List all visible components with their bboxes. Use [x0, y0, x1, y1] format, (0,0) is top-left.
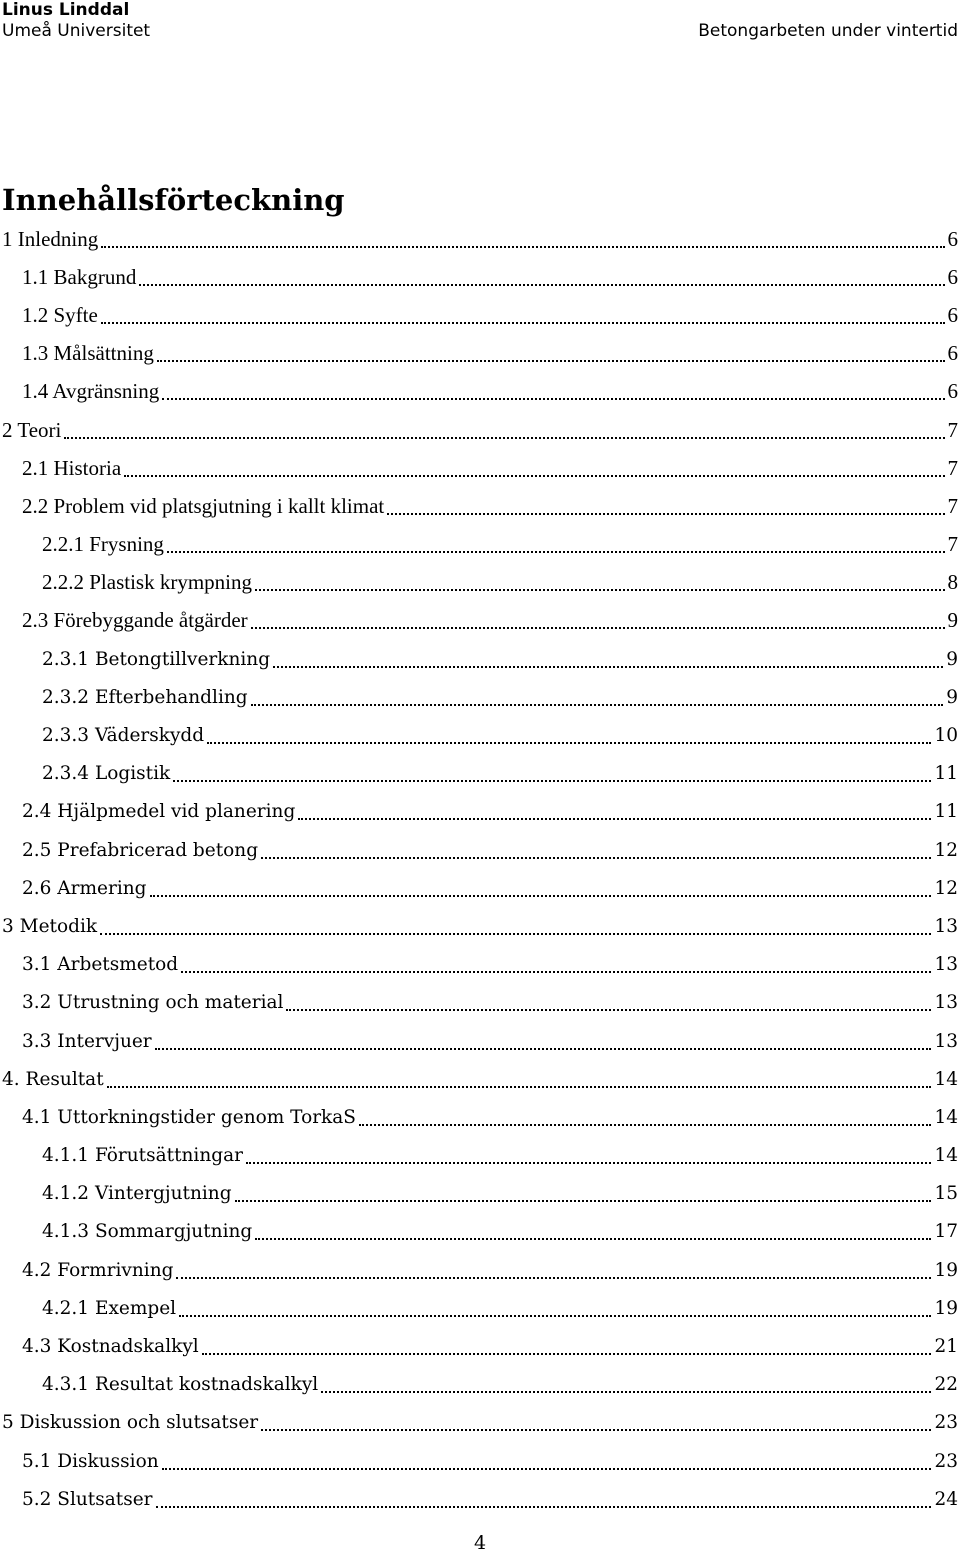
- toc-dot-leader: [173, 779, 931, 782]
- toc-dot-leader: [255, 588, 944, 591]
- toc-entry-title: 5.1 Diskussion: [22, 1450, 159, 1472]
- toc-dot-leader: [202, 1352, 932, 1355]
- toc-entry-title: 1.2 Syfte: [22, 302, 98, 327]
- toc-entry-page: 13: [934, 954, 958, 976]
- toc-entry-title: 3.1 Arbetsmetod: [22, 954, 179, 976]
- toc-entry-page: 23: [934, 1412, 958, 1434]
- toc-dot-leader: [124, 474, 944, 477]
- toc-entry-page: 19: [934, 1297, 958, 1319]
- toc-dot-leader: [235, 1199, 932, 1202]
- toc-entry-title: 2.1 Historia: [22, 455, 122, 480]
- toc-dot-leader: [286, 1008, 931, 1011]
- toc-entry-title: 2.5 Prefabricerad betong: [22, 839, 259, 861]
- toc-entry-title: 1 Inledning: [2, 226, 99, 251]
- toc-entry[interactable]: [0, 678, 958, 716]
- toc-entry-page: 14: [934, 1145, 958, 1167]
- toc-entry[interactable]: [0, 869, 958, 907]
- toc-dot-leader: [155, 1047, 932, 1050]
- toc-dot-leader: [261, 856, 931, 859]
- toc-dot-leader: [298, 817, 931, 820]
- toc-entry-page: 10: [934, 725, 958, 747]
- toc-entry-page: 14: [934, 1106, 958, 1128]
- toc-entry-title: 2.3.1 Betongtillverkning: [42, 648, 271, 670]
- toc-entry-title: 2 Teori: [2, 417, 62, 442]
- toc-entry[interactable]: [0, 984, 958, 1022]
- toc-dot-leader: [359, 1123, 931, 1126]
- toc-entry-title: 3 Metodik: [2, 915, 98, 937]
- toc-entry[interactable]: [0, 411, 958, 449]
- toc-entry-page: 15: [934, 1183, 958, 1205]
- toc-entry-title: 5 Diskussion och slutsatser: [2, 1412, 259, 1434]
- toc-dot-leader: [179, 1314, 931, 1317]
- toc-entry[interactable]: [0, 1404, 958, 1442]
- toc-entry-title: 4.3.1 Resultat kostnadskalkyl: [42, 1374, 319, 1396]
- toc-entry-title: 2.3 Förebyggande åtgärder: [22, 608, 248, 633]
- toc-entry[interactable]: [0, 1366, 958, 1404]
- toc-dot-leader: [246, 1161, 931, 1164]
- toc-entry[interactable]: [0, 640, 958, 678]
- toc-entry-title: 4.1.2 Vintergjutning: [42, 1183, 232, 1205]
- toc-entry-title: 1.4 Avgränsning: [22, 379, 160, 404]
- toc-dot-leader: [157, 359, 945, 362]
- toc-entry-title: 4.1.1 Förutsättningar: [42, 1145, 243, 1167]
- toc-entry-page: 6: [947, 302, 958, 327]
- toc-entry-title: 4.2.1 Exempel: [42, 1297, 177, 1319]
- toc-entry[interactable]: [0, 1442, 958, 1480]
- toc-entry-title: 2.6 Armering: [22, 877, 147, 899]
- toc-entry-title: 4.3 Kostnadskalkyl: [22, 1336, 199, 1358]
- toc-entry[interactable]: [0, 1251, 958, 1289]
- toc-entry-title: 3.3 Intervjuer: [22, 1030, 152, 1052]
- toc-entry-page: 9: [947, 608, 958, 633]
- toc-entry-title: 2.4 Hjälpmedel vid planering: [22, 801, 296, 823]
- toc-entry-title: 4.2 Formrivning: [22, 1259, 174, 1281]
- toc-heading: Innehållsförteckning: [2, 183, 345, 217]
- toc-entry-title: 2.2 Problem vid platsgjutning i kallt klimat: [22, 493, 385, 518]
- toc-entry[interactable]: [0, 793, 958, 831]
- toc-entry[interactable]: [0, 564, 958, 602]
- toc-entry-title: 2.3.4 Logistik: [42, 763, 171, 785]
- header-university: Umeå Universitet: [2, 21, 151, 41]
- toc-entry[interactable]: [0, 1137, 958, 1175]
- toc-entry[interactable]: [0, 716, 958, 754]
- toc-entry-page: 22: [934, 1374, 958, 1396]
- toc-entry-page: 14: [934, 1068, 958, 1090]
- toc-entry[interactable]: [0, 1175, 958, 1213]
- toc-entry[interactable]: [0, 449, 958, 487]
- toc-dot-leader: [207, 741, 931, 744]
- toc-entry-title: 4.1 Uttorkningstider genom TorkaS: [22, 1106, 356, 1128]
- toc-entry[interactable]: [0, 335, 958, 373]
- toc-dot-leader: [251, 703, 944, 706]
- toc-entry-page: 12: [934, 839, 958, 861]
- toc-entry-page: 6: [947, 379, 958, 404]
- toc-entry[interactable]: [0, 373, 958, 411]
- toc-entry[interactable]: [0, 220, 958, 258]
- toc-entry[interactable]: [0, 946, 958, 984]
- toc-dot-leader: [162, 1467, 932, 1470]
- toc-entry-page: 13: [934, 1030, 958, 1052]
- toc-entry-page: 13: [934, 992, 958, 1014]
- toc-dot-leader: [321, 1390, 931, 1393]
- toc-dot-leader: [255, 1237, 931, 1240]
- toc-dot-leader: [139, 283, 944, 286]
- toc-dot-leader: [101, 245, 944, 248]
- toc-entry[interactable]: [0, 296, 958, 334]
- toc-entry-title: 4.1.3 Sommargjutning: [42, 1221, 253, 1243]
- toc-dot-leader: [64, 436, 944, 439]
- toc-entry-page: 17: [934, 1221, 958, 1243]
- toc-entry-page: 7: [947, 493, 958, 518]
- toc-entry-title: 5.2 Slutsatser: [22, 1488, 153, 1510]
- toc-entry-page: 11: [934, 763, 958, 785]
- toc-entry-page: 12: [934, 877, 958, 899]
- toc-dot-leader: [167, 550, 945, 553]
- toc-entry-title: 1.3 Målsättning: [22, 341, 154, 366]
- toc-entry-page: 7: [947, 455, 958, 480]
- toc-entry[interactable]: [0, 1213, 958, 1251]
- toc-dot-leader: [251, 626, 945, 629]
- toc-entry[interactable]: [0, 1289, 958, 1327]
- toc-dot-leader: [107, 1085, 932, 1088]
- toc-dot-leader: [176, 1276, 931, 1279]
- toc-dot-leader: [150, 894, 932, 897]
- toc-entry-title: 3.2 Utrustning och material: [22, 992, 284, 1014]
- toc-entry[interactable]: [0, 1060, 958, 1098]
- toc-entry[interactable]: [0, 602, 958, 640]
- toc-entry[interactable]: [0, 258, 958, 296]
- toc-entry[interactable]: [0, 487, 958, 525]
- toc-entry[interactable]: [0, 526, 958, 564]
- toc-entry-page: 13: [934, 915, 958, 937]
- toc-dot-leader: [181, 970, 931, 973]
- toc-entry-title: 2.2.1 Frysning: [42, 532, 164, 557]
- toc-entry-page: 6: [947, 226, 958, 251]
- toc-entry-title: 2.3.3 Väderskydd: [42, 725, 205, 747]
- toc-entry[interactable]: [0, 907, 958, 945]
- toc-entry-page: 9: [946, 648, 958, 670]
- toc-dot-leader: [261, 1428, 931, 1431]
- toc-entry-title: 1.1 Bakgrund: [22, 264, 137, 289]
- toc-entry-page: 7: [947, 417, 958, 442]
- toc-entry[interactable]: [0, 1098, 958, 1136]
- toc-entry[interactable]: [0, 1480, 958, 1518]
- toc-entry[interactable]: [0, 1327, 958, 1365]
- toc-entry-page: 8: [947, 570, 958, 595]
- toc-entry-page: 7: [947, 532, 958, 557]
- toc-dot-leader: [101, 321, 945, 324]
- toc-entry[interactable]: [0, 831, 958, 869]
- toc-entry-page: 6: [947, 341, 958, 366]
- toc-dot-leader: [162, 397, 944, 400]
- toc-entry-title: 2.3.2 Efterbehandling: [42, 686, 248, 708]
- toc-entry-page: 9: [946, 686, 958, 708]
- header-author: Linus Linddal: [2, 0, 130, 20]
- toc-dot-leader: [156, 1505, 932, 1508]
- toc-entry[interactable]: [0, 1022, 958, 1060]
- table-of-contents: [0, 220, 958, 1518]
- header-document-title: Betongarbeten under vintertid: [698, 21, 958, 41]
- toc-entry-page: 24: [934, 1488, 958, 1510]
- toc-entry-title: 2.2.2 Plastisk krympning: [42, 570, 253, 595]
- toc-entry-page: 6: [947, 264, 958, 289]
- page-header: [0, 0, 960, 44]
- toc-entry[interactable]: [0, 755, 958, 793]
- toc-entry-page: 21: [934, 1336, 958, 1358]
- toc-entry-page: 11: [934, 801, 958, 823]
- toc-entry-page: 19: [934, 1259, 958, 1281]
- toc-entry-page: 23: [934, 1450, 958, 1472]
- toc-dot-leader: [100, 932, 931, 935]
- toc-entry-title: 4. Resultat: [2, 1068, 104, 1090]
- page-number: 4: [473, 1532, 487, 1554]
- toc-dot-leader: [387, 512, 944, 515]
- toc-dot-leader: [273, 665, 943, 668]
